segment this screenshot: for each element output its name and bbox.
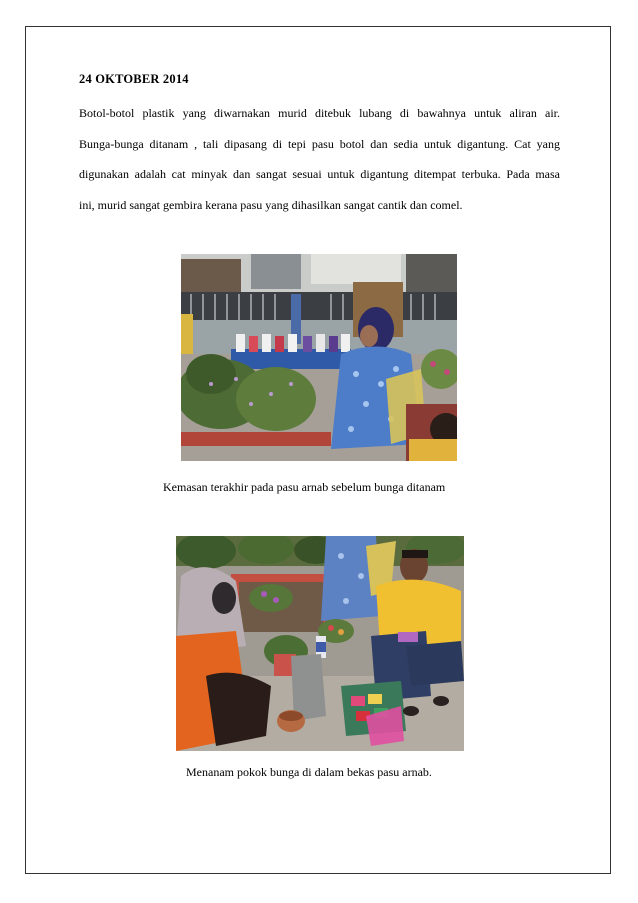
paragraph-line: digunakan adalah cat minyak dan sangat sesuai untuk digantung ditempat terbuka. Pada masa	[79, 167, 560, 181]
photo-2-caption: Menanam pokok bunga di dalam bekas pasu arnab.	[186, 765, 432, 779]
photo-1-caption: Kemasan terakhir pada pasu arnab sebelum bunga ditanam	[163, 480, 446, 494]
photo-planting-flowers	[176, 536, 464, 751]
photo-2-illustration	[176, 536, 464, 751]
paragraph-line: Bunga-bunga ditanam , tali dipasang di tepi pasu botol dan sedia untuk digantung. Cat yang	[79, 136, 560, 151]
photo-1-illustration	[181, 254, 457, 461]
photo-painting-rabbit-pots	[181, 254, 457, 461]
entry-date: 24 OKTOBER 2014	[79, 72, 189, 86]
paragraph-line: Botol-botol plastik yang diwarnakan murid ditebuk lubang di bawahnya untuk aliran air.	[79, 106, 560, 120]
paragraph-line: ini, murid sangat gembira kerana pasu yang dihasilkan sangat cantik dan comel.	[79, 197, 463, 212]
entry-paragraph	[79, 98, 560, 220]
